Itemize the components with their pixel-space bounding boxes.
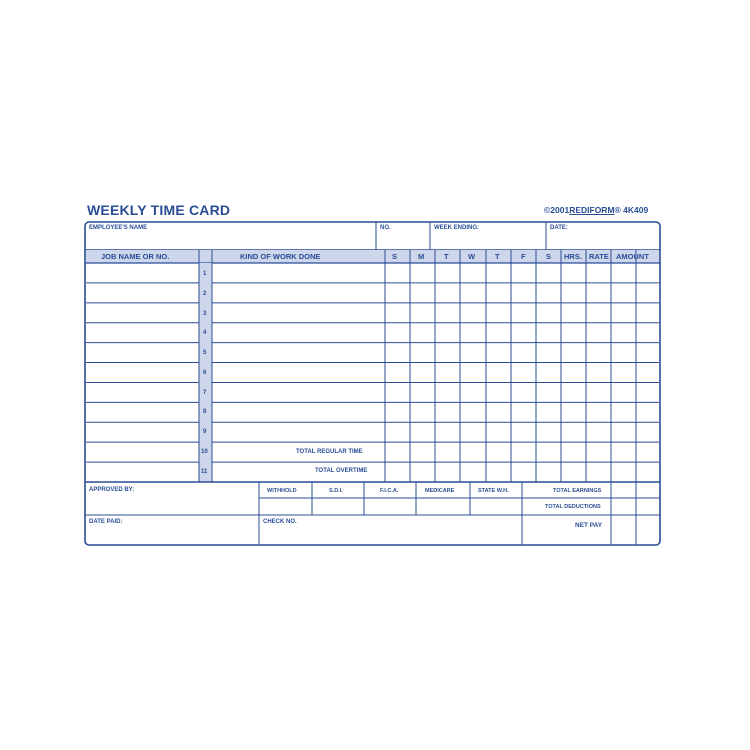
row-number: 5 (203, 350, 207, 356)
row-number: 3 (203, 311, 207, 317)
day-thu-header: T (495, 252, 500, 261)
amount-column-header: AMOUNT (616, 252, 649, 261)
row-number: 9 (203, 429, 207, 435)
total-regular-time-label: TOTAL REGULAR TIME (296, 449, 363, 455)
row-number: 1 (203, 271, 207, 277)
job-column-header: JOB NAME OR NO. (101, 252, 170, 261)
day-sat-header: S (546, 252, 552, 261)
date-paid-field[interactable]: DATE PAID: (89, 519, 123, 525)
state-wh-label: STATE W.H. (478, 488, 509, 494)
row-number: 8 (203, 409, 207, 415)
row-number: 4 (203, 330, 207, 336)
day-fri-header: F (521, 252, 526, 261)
form-title: WEEKLY TIME CARD (87, 202, 231, 218)
medicare-label: MEDICARE (425, 488, 455, 494)
day-mon-header: M (418, 252, 425, 261)
number-field[interactable]: NO. (380, 225, 391, 231)
day-wed-header: W (468, 252, 476, 261)
total-overtime-label: TOTAL OVERTIME (315, 468, 368, 474)
row-number: 11 (201, 469, 208, 475)
registered-mark: ® (614, 205, 621, 215)
week-ending-field[interactable]: WEEK ENDING: (434, 225, 479, 231)
form-code (544, 205, 648, 215)
card-border (85, 222, 660, 545)
copyright-text: ©2001 (544, 205, 570, 215)
row-number: 10 (201, 449, 208, 455)
total-deductions-label: TOTAL DEDUCTIONS (545, 504, 601, 510)
fica-label: F.I.C.A. (380, 488, 399, 494)
date-field[interactable]: DATE: (550, 225, 568, 231)
kind-column-header: KIND OF WORK DONE (240, 252, 321, 261)
sdi-label: S.D.I. (329, 488, 343, 494)
row-number: 2 (203, 291, 207, 297)
rate-column-header: RATE (589, 252, 609, 261)
day-tue-header: T (444, 252, 449, 261)
day-sun-header: S (392, 252, 398, 261)
form-number: 4K409 (623, 205, 649, 215)
brand-logo: REDIFORM (569, 205, 615, 215)
employee-name-field[interactable]: EMPLOYEE'S NAME (89, 225, 148, 231)
hrs-column-header: HRS. (564, 252, 582, 261)
approved-by-field[interactable]: APPROVED BY: (89, 487, 135, 493)
check-no-field[interactable]: CHECK NO. (263, 519, 297, 525)
row-number: 6 (203, 370, 207, 376)
total-earnings-label: TOTAL EARNINGS (553, 488, 602, 494)
withhold-label: WITHHOLD (267, 488, 297, 494)
net-pay-label: NET PAY (575, 522, 603, 529)
row-number: 7 (203, 390, 207, 396)
